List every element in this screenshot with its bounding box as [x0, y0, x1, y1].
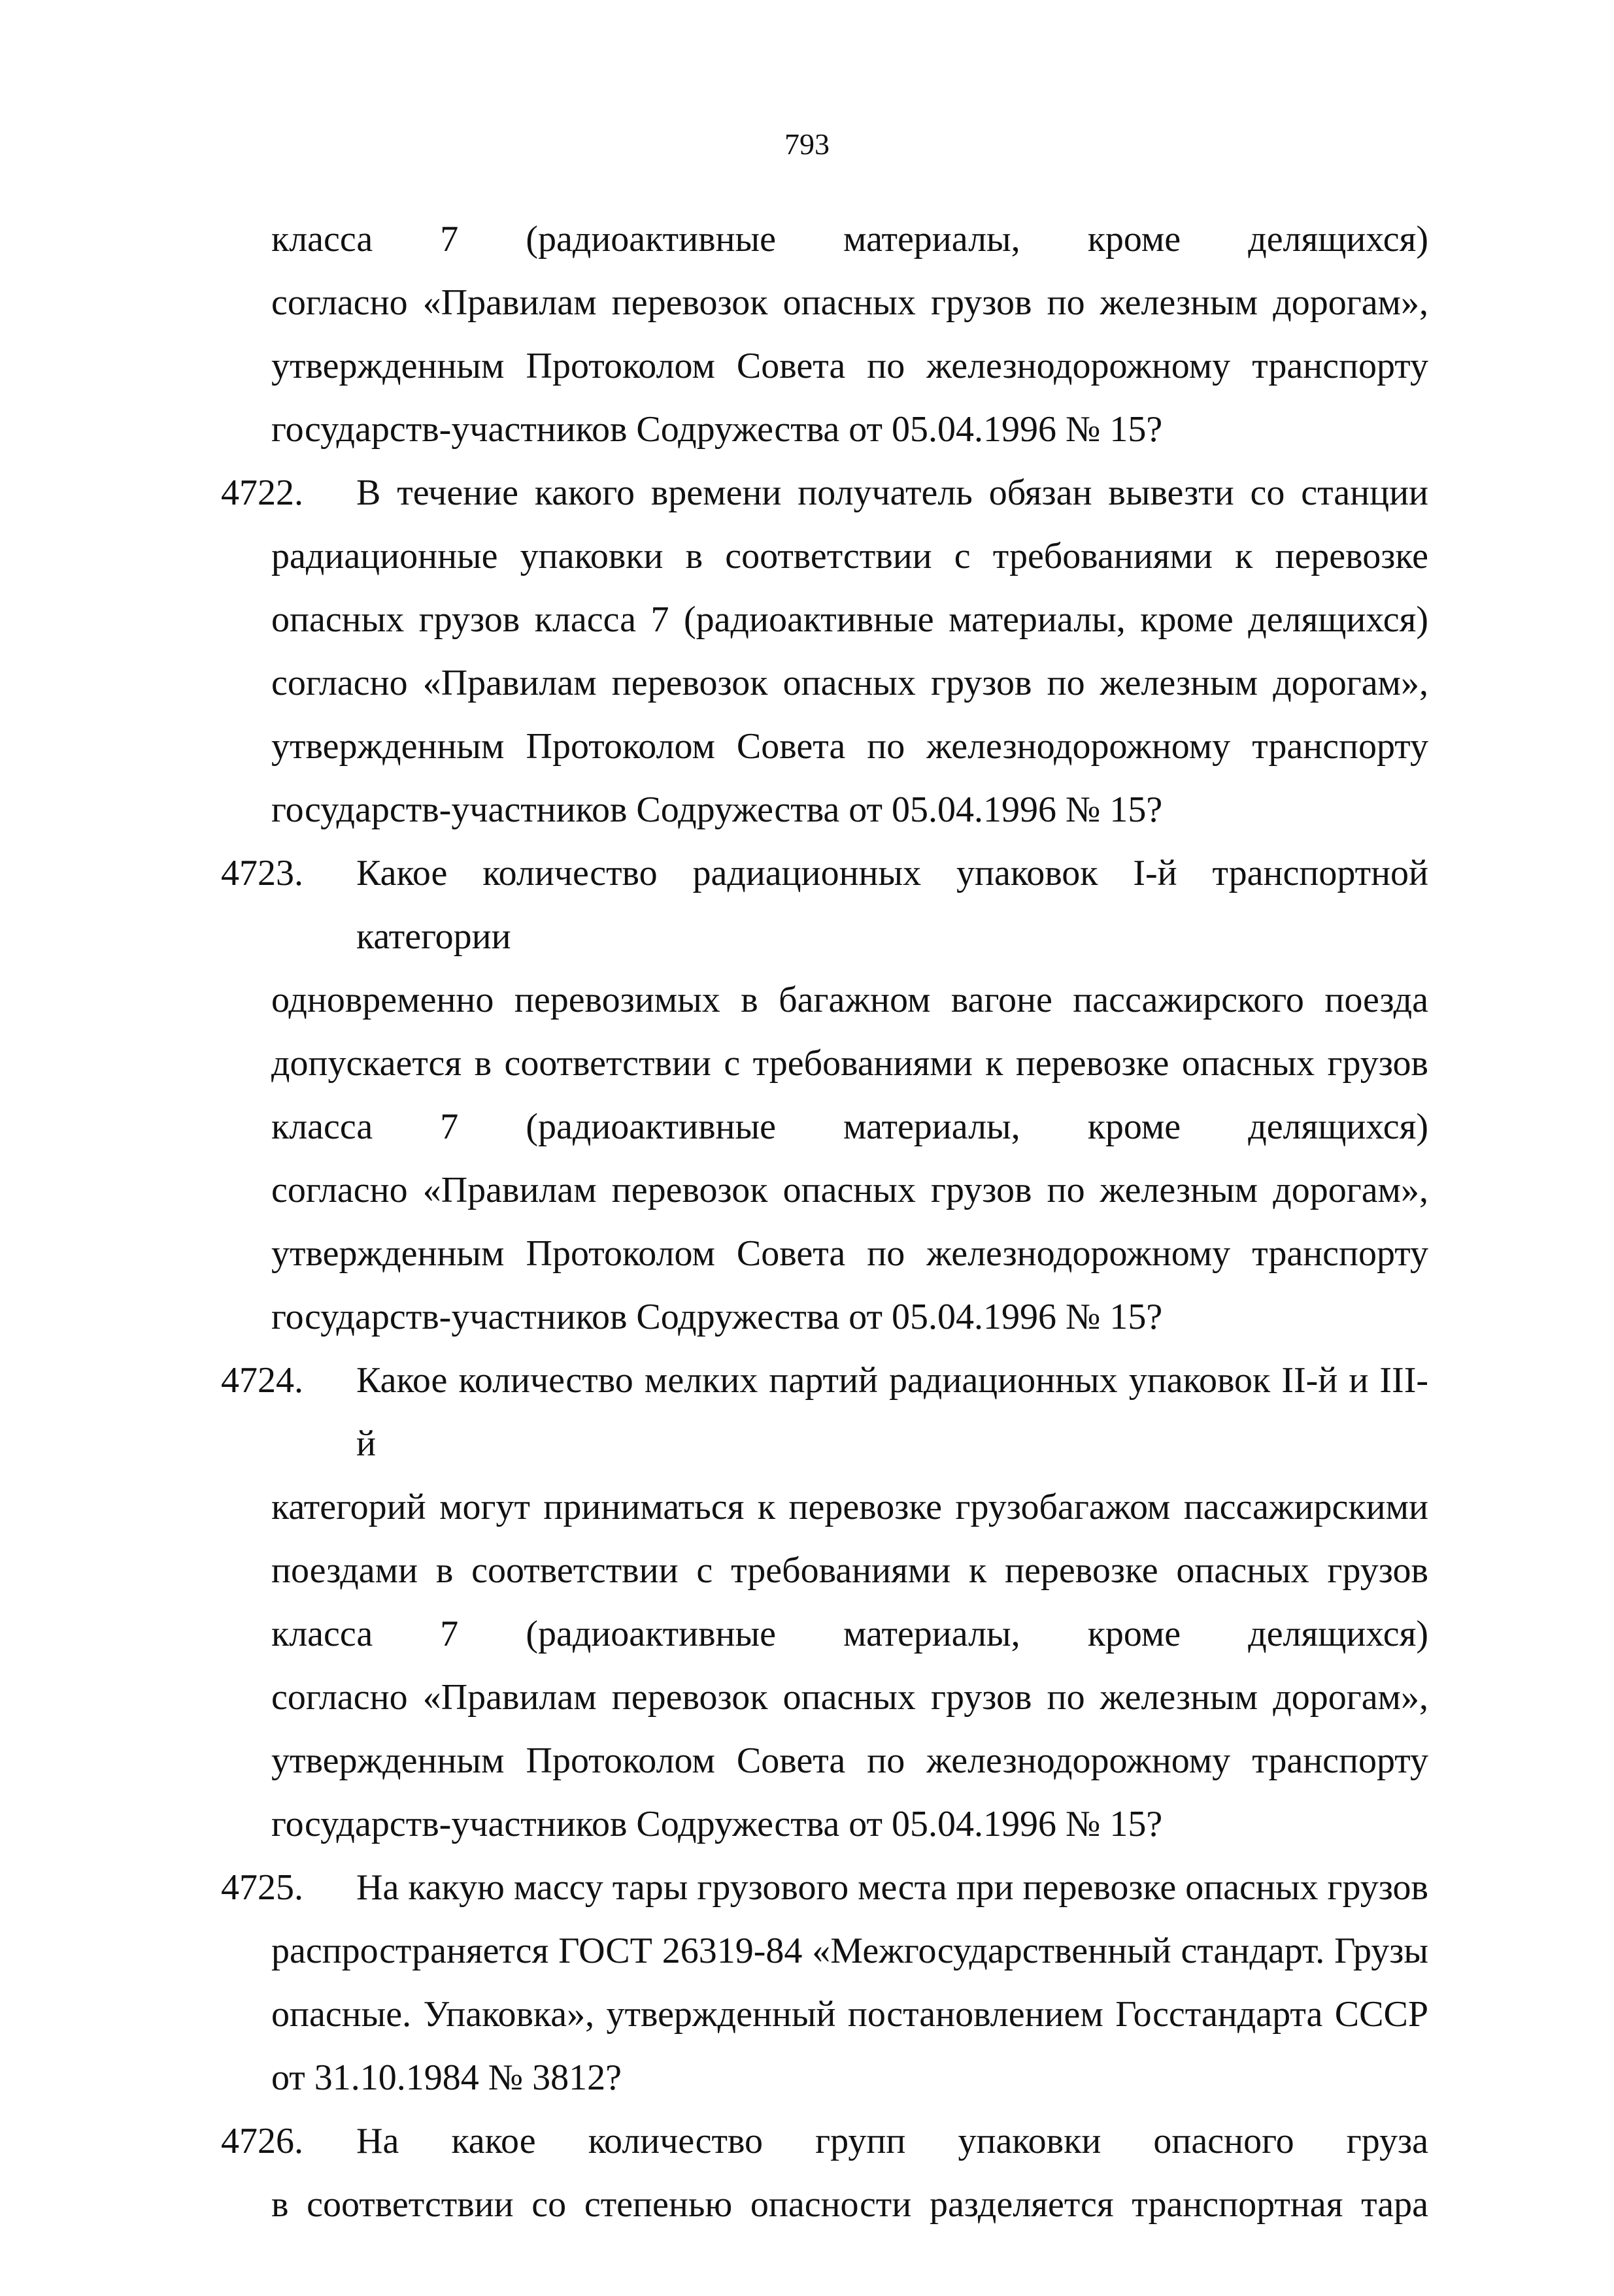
question-4722 [221, 461, 1428, 842]
text-line: В течение какого времени получатель обязан вывезти со станции [356, 473, 1428, 513]
text-line: от 31.10.1984 № 3812? [271, 2057, 622, 2098]
text-line: распространяется ГОСТ 26319-84 «Межгосударственный стандарт. Грузы [271, 1931, 1428, 1971]
text-line: утвержденным Протоколом Совета по железнодорожному транспорту [271, 1233, 1428, 1274]
question-4724 [221, 1349, 1428, 1856]
text-line: категорий могут приниматься к перевозке грузобагажом пассажирскими [271, 1487, 1428, 1527]
text-line: допускается в соответствии с требованиями к перевозке опасных грузов [271, 1043, 1428, 1084]
text-line: опасных грузов класса 7 (радиоактивные материалы, кроме делящихся) [271, 599, 1428, 640]
text-line: Какое количество радиационных упаковок I-й транспортной категории [356, 853, 1428, 957]
document-body [221, 208, 1428, 2237]
question-number: 4724. [221, 1360, 303, 1401]
text-line: На какую массу тары грузового места при перевозке опасных грузов [356, 1867, 1428, 1908]
page-number: 793 [784, 127, 830, 161]
text-line: согласно «Правилам перевозок опасных грузов по железным дорогам», [271, 663, 1428, 703]
text-line: утвержденным Протоколом Совета по железнодорожному транспорту [271, 1740, 1428, 1781]
question-number: 4722. [221, 473, 303, 513]
text-line: согласно «Правилам перевозок опасных грузов по железным дорогам», [271, 1170, 1428, 1210]
text-line: класса 7 (радиоактивные материалы, кроме делящихся) [271, 1106, 1428, 1147]
question-4726 [221, 2110, 1428, 2237]
text-line: поездами в соответствии с требованиями к перевозке опасных грузов [271, 1550, 1428, 1591]
text-line: одновременно перевозимых в багажном вагоне пассажирского поезда [271, 980, 1428, 1020]
continued-question-text [221, 208, 1428, 461]
text-line: государств-участников Содружества от 05.04.1996 № 15? [271, 409, 1163, 450]
text-line: согласно «Правилам перевозок опасных грузов по железным дорогам», [271, 1677, 1428, 1718]
text-line: утвержденным Протоколом Совета по железнодорожному транспорту [271, 726, 1428, 767]
text-line: На какое количество групп упаковки опасного груза [356, 2121, 1428, 2161]
text-line: в соответствии со степенью опасности разделяется транспортная тара [271, 2184, 1428, 2225]
text-line: государств-участников Содружества от 05.04.1996 № 15? [271, 1297, 1163, 1337]
text-line: утвержденным Протоколом Совета по железнодорожному транспорту [271, 346, 1428, 386]
text-line: Какое количество мелких партий радиационных упаковок II-й и III-й [356, 1360, 1428, 1464]
text-line: государств-участников Содружества от 05.04.1996 № 15? [271, 790, 1163, 830]
text-line: класса 7 (радиоактивные материалы, кроме делящихся) [271, 1614, 1428, 1654]
text-line: класса 7 (радиоактивные материалы, кроме делящихся) [271, 219, 1428, 259]
text-line: опасные. Упаковка», утвержденный постановлением Госстандарта СССР [271, 1994, 1428, 2035]
question-number: 4723. [221, 853, 303, 893]
question-4725 [221, 1856, 1428, 2110]
question-number: 4725. [221, 1867, 303, 1908]
question-4723 [221, 842, 1428, 1349]
text-line: радиационные упаковки в соответствии с требованиями к перевозке [271, 536, 1428, 576]
question-number: 4726. [221, 2121, 303, 2161]
text-line: государств-участников Содружества от 05.04.1996 № 15? [271, 1804, 1163, 1844]
text-line: согласно «Правилам перевозок опасных грузов по железным дорогам», [271, 282, 1428, 323]
